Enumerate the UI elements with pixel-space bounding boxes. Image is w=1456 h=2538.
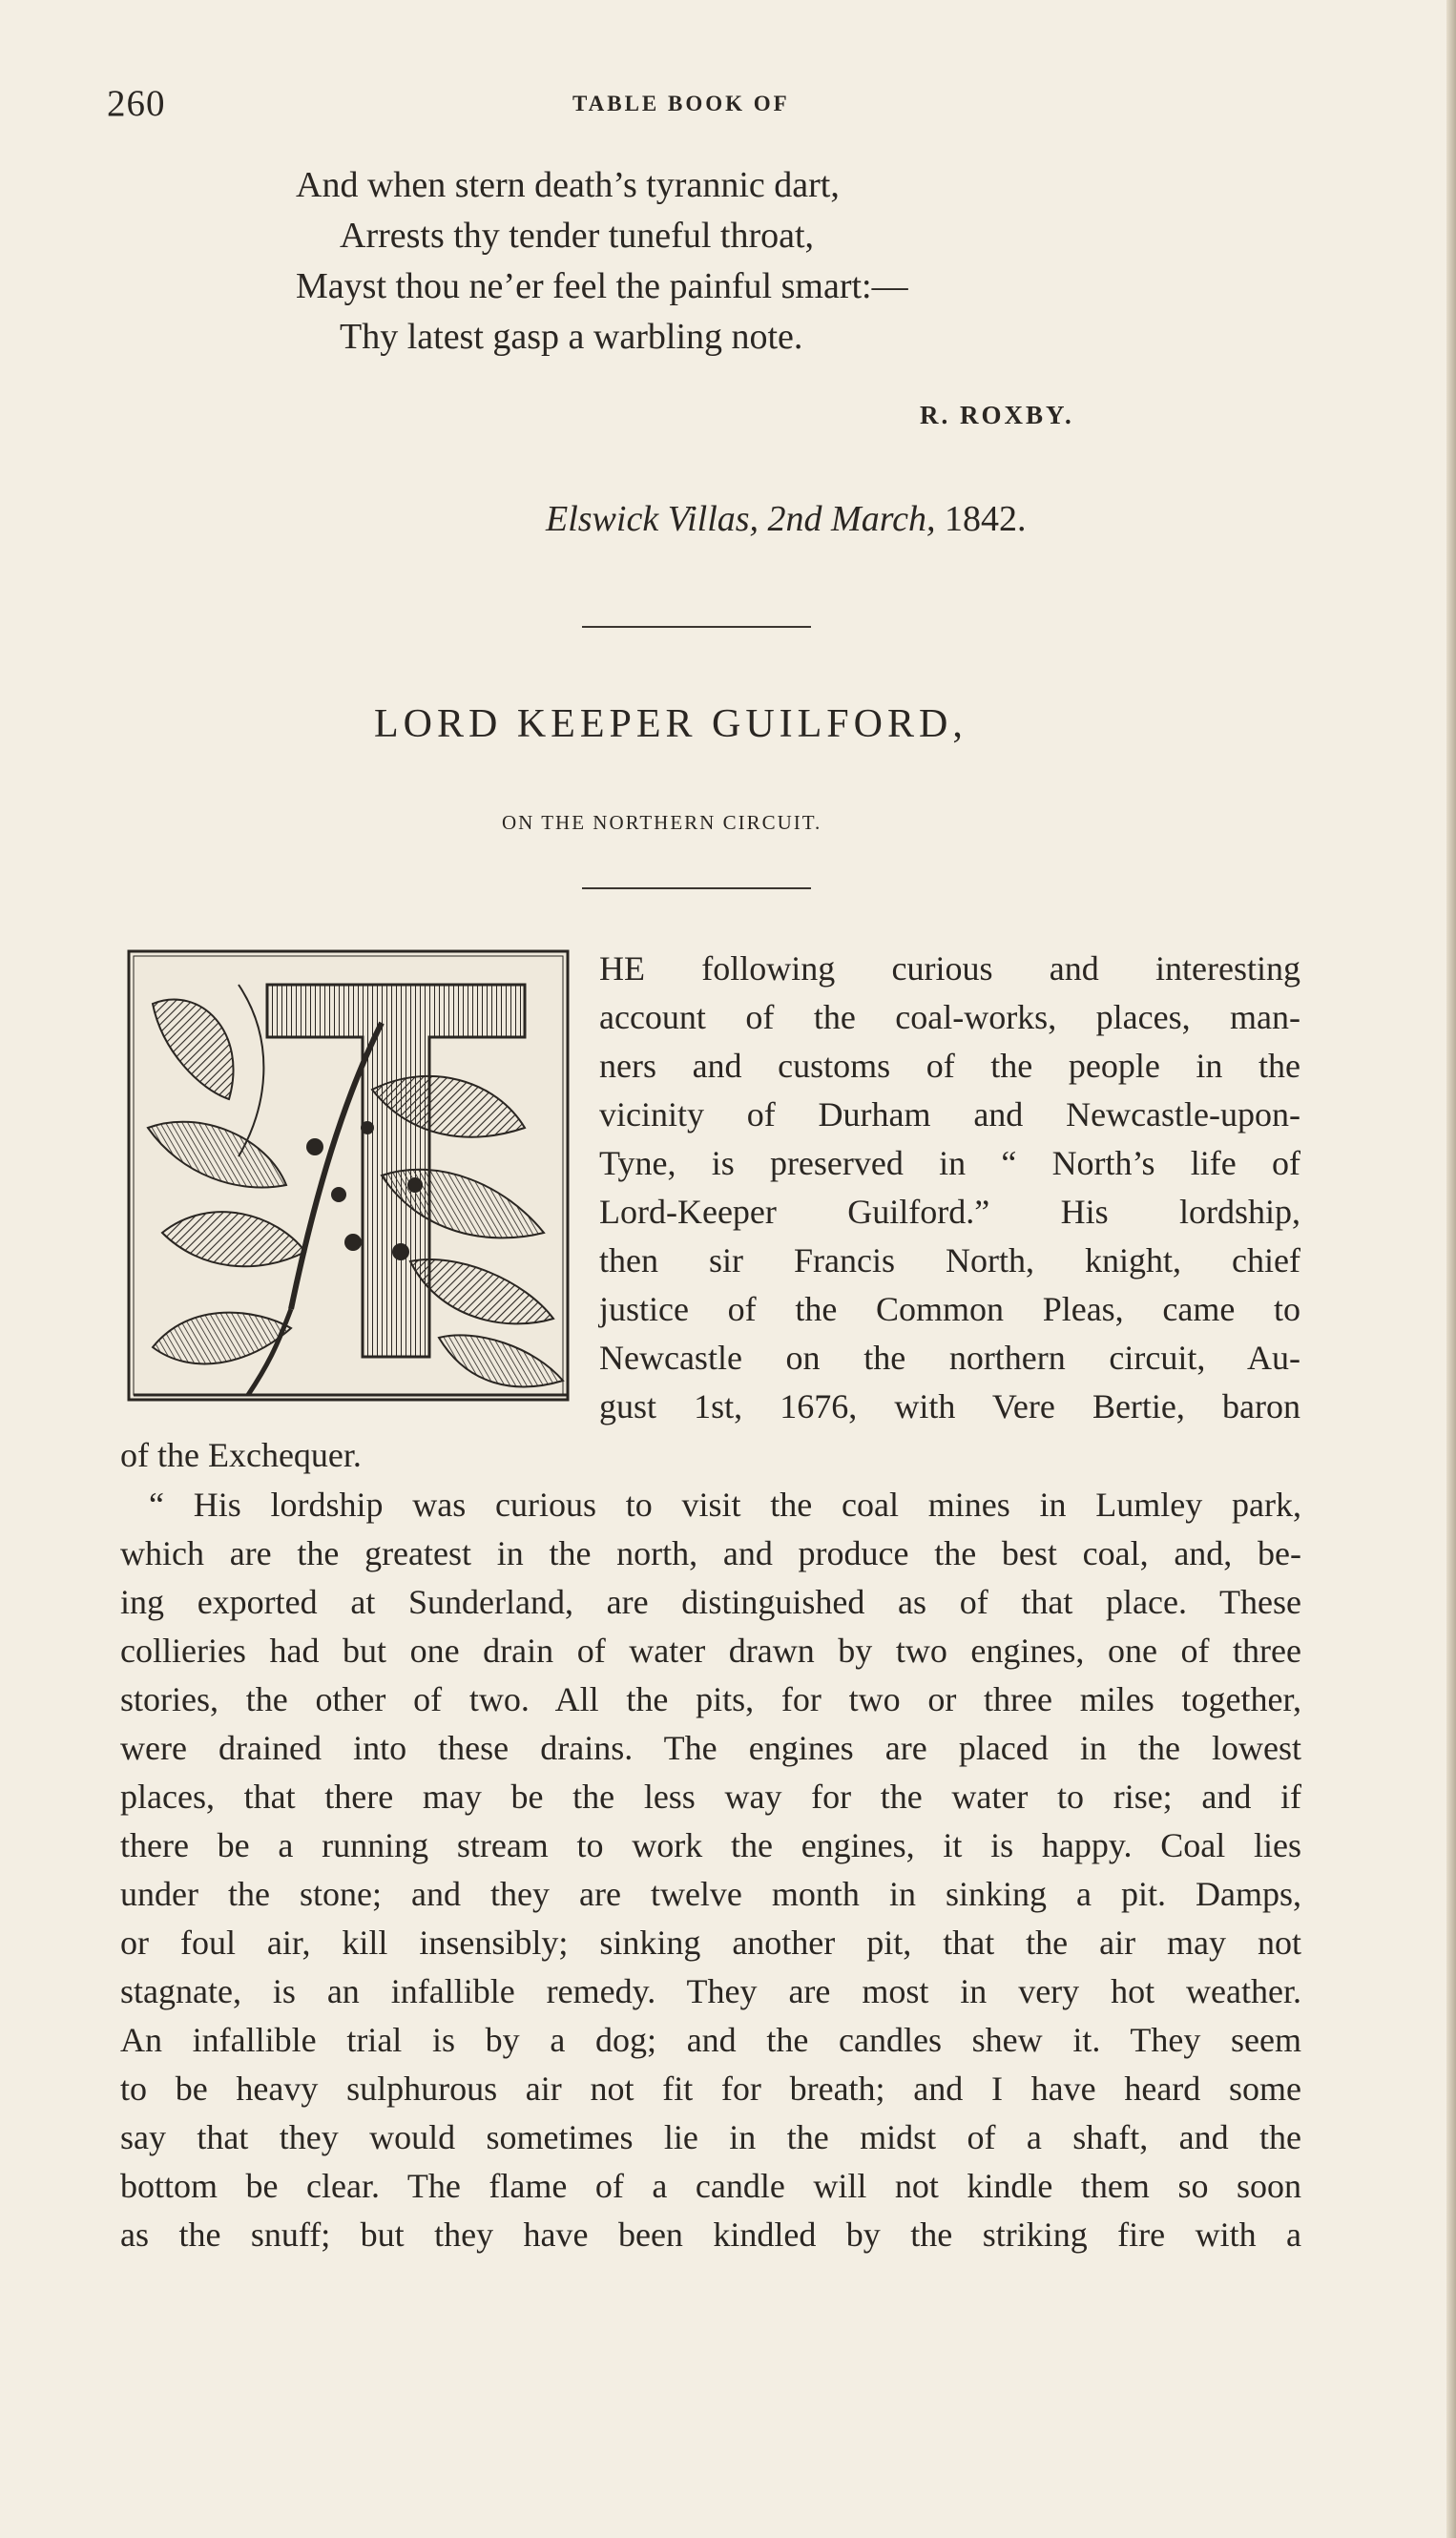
text-line: collieries had but one drain of water drawn by two engines, one of three [120, 1632, 1301, 1670]
text-line: justice of the Common Pleas, came to [599, 1290, 1300, 1328]
text-line: there be a running stream to work the engines, it is happy. Coal lies [120, 1826, 1301, 1864]
text-line: places, that there may be the less way for the water to rise; and if [120, 1778, 1301, 1816]
dateline-year: 1842. [944, 499, 1027, 539]
section-divider [582, 626, 811, 628]
text-line: An infallible trial is by a dog; and the candles shew it. They seem [120, 2021, 1301, 2059]
running-head: TABLE BOOK OF [572, 92, 790, 115]
text-line: ners and customs of the people in the [599, 1047, 1300, 1085]
poem-stanza [296, 160, 908, 363]
text-line: Tyne, is preserved in “ North’s life of [599, 1144, 1300, 1182]
text-line: “ His lordship was curious to visit the coal mines in Lumley park, [149, 1486, 1301, 1524]
text-line: under the stone; and they are twelve month in sinking a pit. Damps, [120, 1875, 1301, 1913]
dropcap-illustration-icon [124, 947, 577, 1408]
poem-line: Arrests thy tender tuneful throat, [340, 216, 815, 256]
text-line: say that they would sometimes lie in the midst of a shaft, and the [120, 2118, 1301, 2156]
text-line: vicinity of Durham and Newcastle-upon- [599, 1095, 1300, 1134]
text-line: Newcastle on the northern circuit, Au- [599, 1339, 1300, 1377]
article-subtitle: ON THE NORTHERN CIRCUIT. [502, 811, 822, 834]
text-line: HE following curious and interesting [599, 949, 1300, 988]
poem-signature: R. ROXBY. [920, 401, 1074, 429]
text-line: as the snuff; but they have been kindled by the striking fire with a [120, 2216, 1301, 2254]
text-line: which are the greatest in the north, and produce the best coal, and, be- [120, 1534, 1301, 1572]
text-line: of the Exchequer. [120, 1436, 362, 1474]
dropcap-paragraph [599, 945, 1300, 1431]
text-line: gust 1st, 1676, with Vere Bertie, baron [599, 1387, 1300, 1425]
text-line: stagnate, is an infallible remedy. They are most in very hot weather. [120, 1972, 1301, 2010]
poem-line: Mayst thou ne’er feel the painful smart:— [296, 266, 908, 306]
body-paragraph [120, 1481, 1301, 2259]
poem-line: Thy latest gasp a warbling note. [340, 317, 803, 357]
dateline-place: Elswick Villas, 2nd March, [546, 499, 936, 539]
text-line: were drained into these drains. The engines are placed in the lowest [120, 1729, 1301, 1767]
page-edge-shadow [1446, 0, 1456, 2538]
poem-dateline [546, 498, 1026, 540]
poem-line: And when stern death’s tyrannic dart, [296, 165, 840, 205]
text-line: Lord-Keeper Guilford.” His lordship, [599, 1193, 1300, 1231]
text-line: or foul air, kill insensibly; sinking another pit, that the air may not [120, 1924, 1301, 1962]
page-number: 260 [107, 83, 166, 124]
article-title: LORD KEEPER GUILFORD, [374, 702, 967, 746]
text-line: ing exported at Sunderland, are distinguished as of that place. These [120, 1583, 1301, 1621]
text-line: then sir Francis North, knight, chief [599, 1241, 1300, 1279]
text-line: stories, the other of two. All the pits, for two or three miles together, [120, 1680, 1301, 1718]
text-line: account of the coal-works, places, man- [599, 998, 1300, 1036]
text-line: to be heavy sulphurous air not fit for breath; and I have heard some [120, 2070, 1301, 2108]
text-line: bottom be clear. The flame of a candle will not kindle them so soon [120, 2167, 1301, 2205]
title-divider [582, 887, 811, 889]
